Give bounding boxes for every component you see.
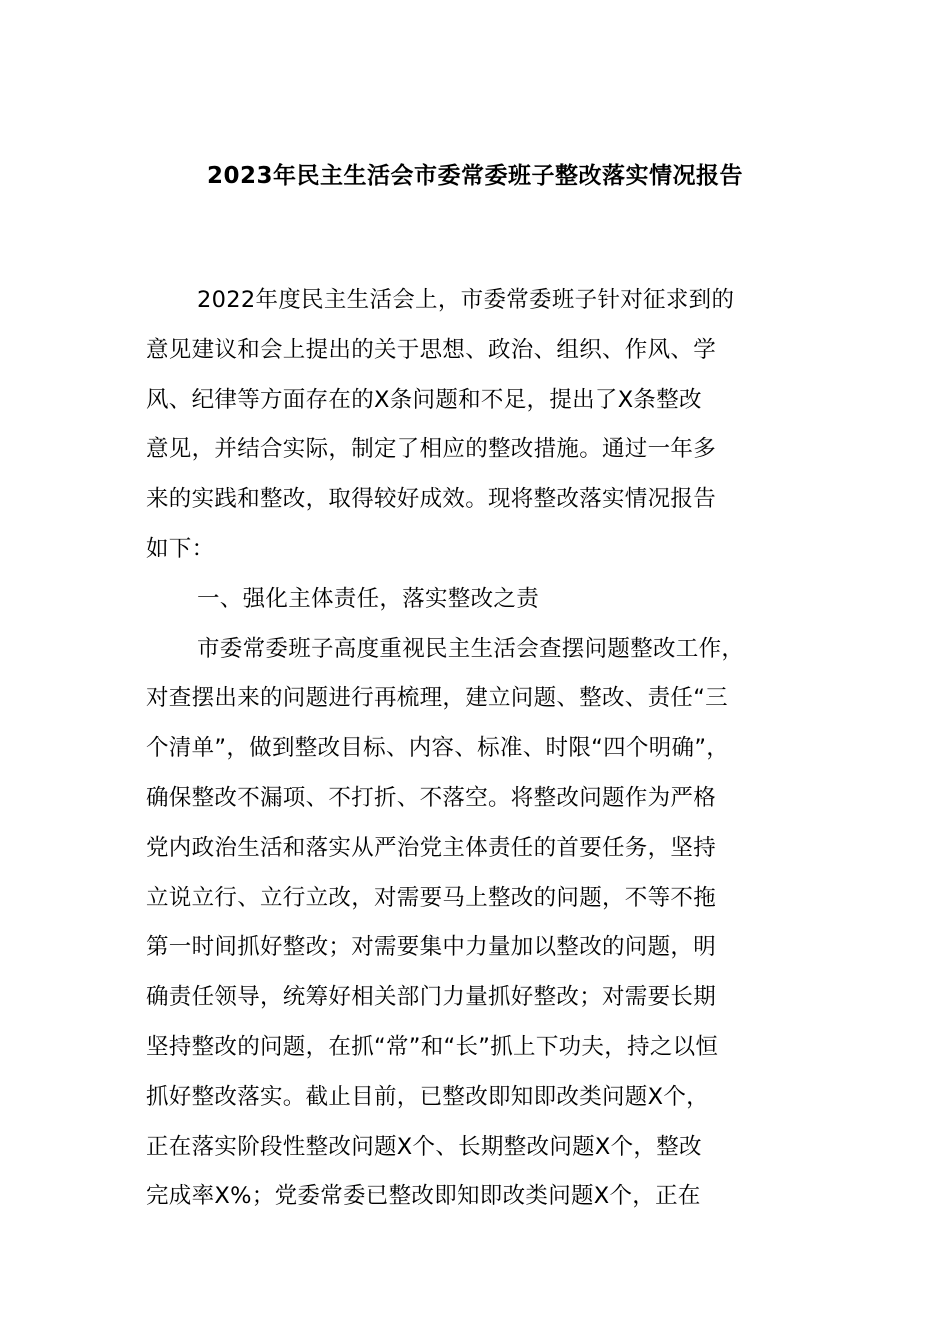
- paragraph-line: 2022年度民主生活会上，市委常委班子针对征求到的: [197, 287, 735, 313]
- paragraph-line: 意见建议和会上提出的关于思想、政治、组织、作风、学: [146, 336, 717, 363]
- paragraph-line: 对查摆出来的问题进行再梳理，建立问题、整改、责任“三: [146, 685, 728, 712]
- paragraph-line: 坚持整改的问题，在抓“常”和“长”抓上下功夫，持之以恒: [146, 1033, 719, 1060]
- paragraph-line: 来的实践和整改，取得较好成效。现将整改落实情况报告: [146, 486, 717, 513]
- document-body: [146, 276, 818, 1222]
- paragraph-line: 如下：: [146, 535, 215, 562]
- paragraph-line: 抓好整改落实。截止目前，已整改即知即改类问题X个，: [146, 1083, 709, 1110]
- paragraph-line: 完成率X%；党委常委已整改即知即改类问题X个，正在: [146, 1183, 701, 1210]
- section-heading: 一、强化主体责任，落实整改之责: [197, 585, 540, 612]
- paragraph-line: 党内政治生活和落实从严治党主体责任的首要任务，坚持: [146, 834, 717, 861]
- paragraph-line: 确保整改不漏项、不打折、不落空。将整改问题作为严格: [146, 784, 717, 811]
- paragraph-line: 正在落实阶段性整改问题X个、长期整改问题X个，整改: [146, 1133, 702, 1160]
- paragraph-line: 确责任领导，统筹好相关部门力量抓好整改；对需要长期: [146, 984, 717, 1011]
- paragraph-line: 风、纪律等方面存在的X条问题和不足，提出了X条整改: [146, 386, 702, 413]
- paragraph-line: 市委常委班子高度重视民主生活会查摆问题整改工作，: [197, 635, 745, 662]
- paragraph-line: 立说立行、立行立改，对需要马上整改的问题，不等不拖: [146, 884, 717, 911]
- paragraph-line: 第一时间抓好整改；对需要集中力量加以整改的问题，明: [146, 934, 717, 961]
- document-title: 2023年民主生活会市委常委班子整改落实情况报告: [206, 163, 743, 189]
- paragraph-line: 意见，并结合实际，制定了相应的整改措施。通过一年多: [146, 436, 717, 463]
- paragraph-line: 个清单”，做到整改目标、内容、标准、时限“四个明确”，: [146, 735, 730, 762]
